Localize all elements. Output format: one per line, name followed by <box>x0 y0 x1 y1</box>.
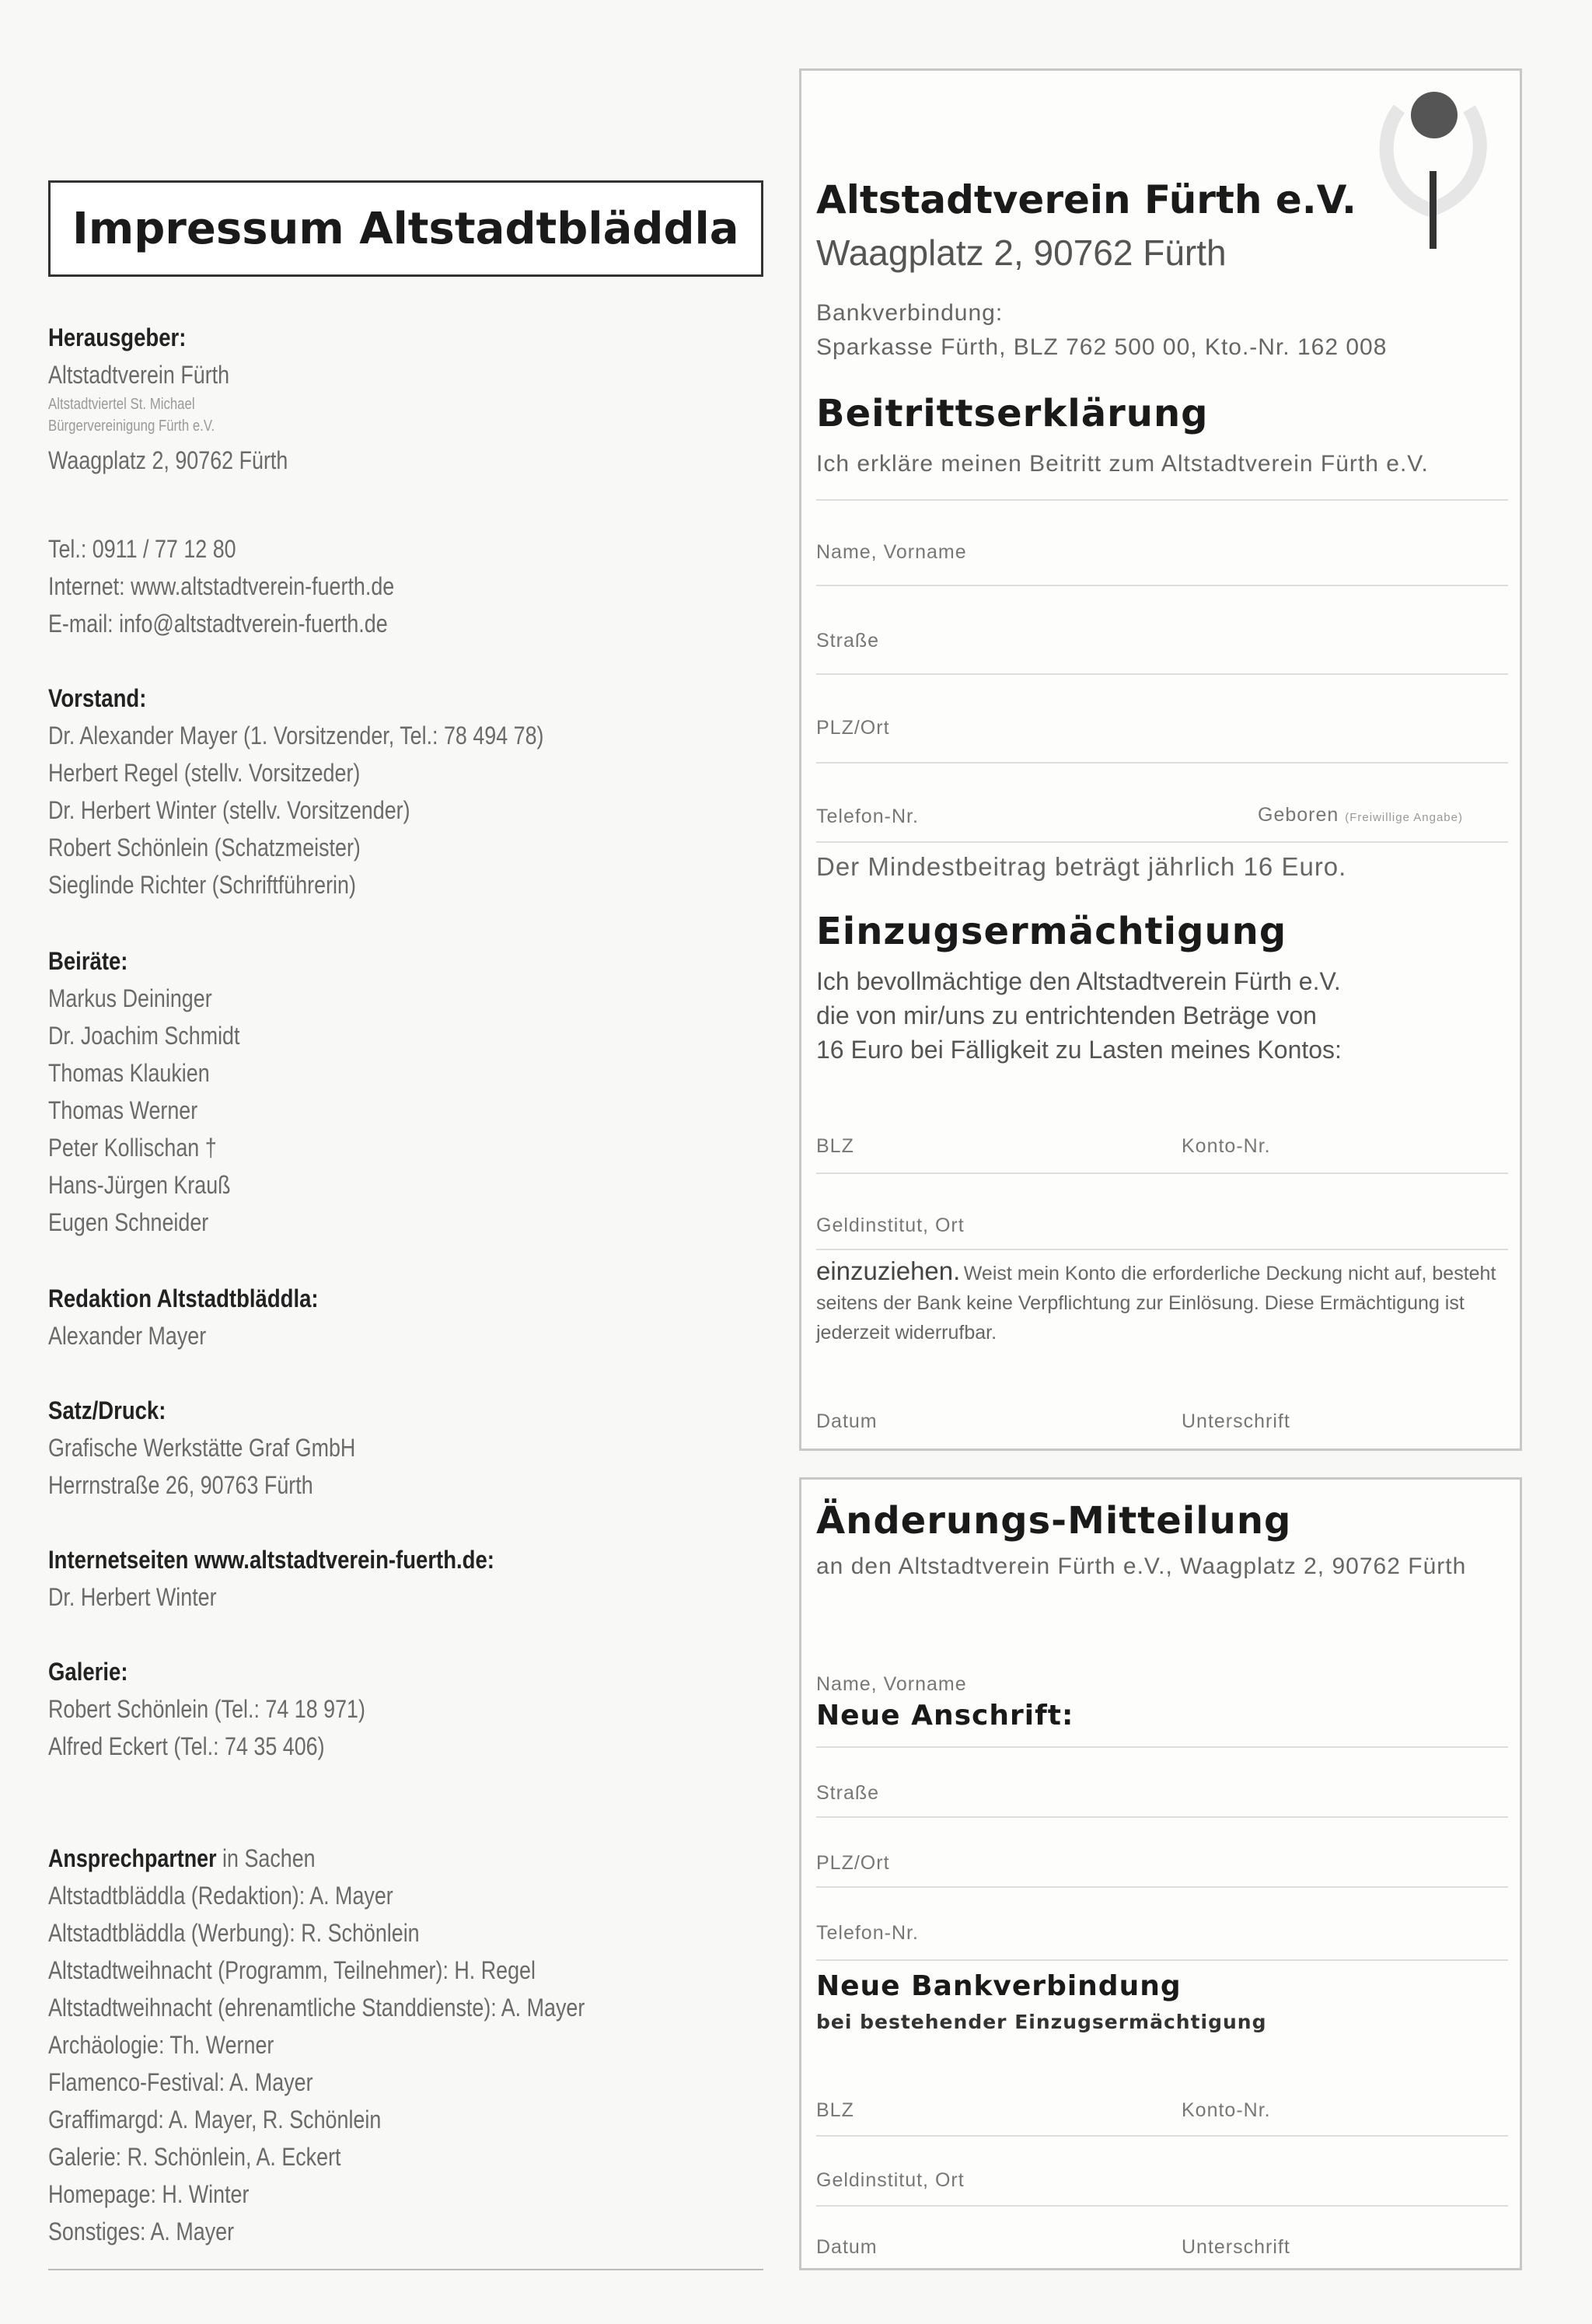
contact-tel: Tel.: 0911 / 77 12 80 <box>48 535 236 563</box>
field-datum-label: Datum <box>816 1410 878 1432</box>
field-unterschrift-label: Unterschrift <box>1182 1410 1290 1432</box>
satz-line1: Grafische Werkstätte Graf GmbH <box>48 1434 356 1462</box>
field-divider <box>816 499 1508 501</box>
bank-value: Sparkasse Fürth, BLZ 762 500 00, Kto.-Nr. 162 008 <box>816 334 1388 360</box>
beirat-item: Thomas Klaukien <box>48 1059 210 1087</box>
field-geldinstitut-label: Geldinstitut, Ort <box>816 1214 965 1236</box>
einzug-line1: Ich bevollmächtige den Altstadtverein Fürth e.V. <box>816 967 1341 995</box>
beirat-item: Markus Deininger <box>48 984 212 1012</box>
aenderung-geldinstitut-label: Geldinstitut, Ort <box>816 2169 965 2191</box>
bank-label: Bankverbindung: <box>816 300 1004 326</box>
vorstand-item: Robert Schönlein (Schatzmeister) <box>48 833 361 861</box>
ansprechpartner-item: Archäologie: Th. Werner <box>48 2031 274 2059</box>
vorstand-item: Dr. Herbert Winter (stellv. Vorsitzender) <box>48 796 410 824</box>
ansprechpartner-section <box>48 1840 771 2250</box>
satz-line2: Herrnstraße 26, 90763 Fürth <box>48 1471 313 1499</box>
plz-input-line[interactable] <box>816 762 1508 764</box>
beitritt-form-panel <box>799 68 1522 1451</box>
contact-email: E-mail: info@altstadtverein-fuerth.de <box>48 610 388 638</box>
redaktion-section <box>48 1280 771 1354</box>
aenderung-plz-label: PLZ/Ort <box>816 1852 890 1874</box>
aenderung-plz-line[interactable] <box>816 1886 1508 1888</box>
beiraete-heading: Beiräte: <box>48 947 128 975</box>
beirat-item: Eugen Schneider <box>48 1208 209 1236</box>
aenderung-strasse-label: Straße <box>816 1782 880 1804</box>
neue-anschrift-heading: Neue Anschrift: <box>816 1700 1074 1732</box>
einzug-line3: 16 Euro bei Fälligkeit zu Lasten meines Kontos: <box>816 1036 1342 1064</box>
ansprechpartner-heading-line <box>48 1840 655 1877</box>
ansprechpartner-heading: Ansprechpartner <box>48 1844 217 1872</box>
org-name: Altstadtverein Fürth e.V. <box>816 177 1357 222</box>
field-name-label: Name, Vorname <box>816 541 967 563</box>
einzug-heading: Einzugsermächtigung <box>816 910 1287 953</box>
herausgeber-sub2: Bürgervereinigung Fürth e.V. <box>48 418 215 435</box>
herausgeber-heading: Herausgeber: <box>48 323 187 351</box>
strasse-input-line[interactable] <box>816 673 1508 675</box>
mindestbeitrag-text: Der Mindestbeitrag beträgt jährlich 16 Euro. <box>816 852 1347 881</box>
galerie-item: Alfred Eckert (Tel.: 74 35 406) <box>48 1732 325 1760</box>
aenderung-strasse-line[interactable] <box>816 1816 1508 1818</box>
aenderung-name-line[interactable] <box>816 1746 1508 1748</box>
internetseiten-section <box>48 1541 771 1616</box>
internetseiten-heading: Internetseiten www.altstadtverein-fuerth.de: <box>48 1546 494 1574</box>
ansprechpartner-item: Altstadtweihnacht (Programm, Teilnehmer): H. Regel <box>48 1956 536 1984</box>
contact-internet: Internet: www.altstadtverein-fuerth.de <box>48 572 395 600</box>
contact-section <box>48 530 771 642</box>
einziehen-word: einzuziehen. <box>816 1256 961 1285</box>
telefon-input-line[interactable] <box>816 841 1508 843</box>
beirat-item: Thomas Werner <box>48 1096 198 1124</box>
herausgeber-name: Altstadtverein Fürth <box>48 361 230 389</box>
ansprechpartner-item: Altstadtbläddla (Redaktion): A. Mayer <box>48 1882 393 1910</box>
field-geboren-label <box>1258 804 1463 827</box>
vorstand-section <box>48 680 771 903</box>
galerie-item: Robert Schönlein (Tel.: 74 18 971) <box>48 1695 365 1723</box>
neue-bank-heading: Neue Bankverbindung <box>816 1970 1182 2002</box>
aenderung-telefon-label: Telefon-Nr. <box>816 1922 919 1944</box>
redaktion-value: Alexander Mayer <box>48 1322 207 1350</box>
aenderung-geldinstitut-line[interactable] <box>816 2205 1508 2207</box>
aenderung-telefon-line[interactable] <box>816 1959 1508 1961</box>
field-plz-label: PLZ/Ort <box>816 717 890 739</box>
impressum-title: Impressum Altstadtbläddla <box>48 180 763 277</box>
blz-input-line[interactable] <box>816 1172 1508 1174</box>
aenderung-datum-label: Datum <box>816 2236 878 2258</box>
ansprechpartner-item: Homepage: H. Winter <box>48 2180 250 2208</box>
herausgeber-sub1: Altstadtviertel St. Michael <box>48 396 195 413</box>
galerie-heading: Galerie: <box>48 1658 128 1686</box>
herausgeber-address: Waagplatz 2, 90762 Fürth <box>48 446 288 474</box>
beiraete-section <box>48 942 771 1241</box>
ansprechpartner-item: Altstadtbläddla (Werbung): R. Schönlein <box>48 1919 420 1947</box>
neue-bank-sub: bei bestehender Einzugsermächtigung <box>816 2011 1267 2033</box>
aenderung-blz-line[interactable] <box>816 2135 1508 2137</box>
aenderung-blz-label: BLZ <box>816 2099 854 2121</box>
aenderung-heading: Änderungs-Mitteilung <box>816 1499 1292 1543</box>
beirat-item: Dr. Joachim Schmidt <box>48 1022 240 1050</box>
geboren-text: Geboren <box>1258 804 1339 826</box>
field-strasse-label: Straße <box>816 630 880 652</box>
name-input-line[interactable] <box>816 585 1508 586</box>
geldinstitut-input-line[interactable] <box>816 1249 1508 1250</box>
field-blz-label: BLZ <box>816 1135 854 1157</box>
field-konto-label: Konto-Nr. <box>1182 1135 1271 1157</box>
aenderung-form-panel <box>799 1477 1522 2270</box>
bottom-divider <box>48 2269 763 2270</box>
einzug-fine-print <box>816 1258 1508 1349</box>
einzug-line2: die von mir/uns zu entrichtenden Beträge von <box>816 1001 1317 1029</box>
aenderung-unterschrift-label: Unterschrift <box>1182 2236 1290 2258</box>
ansprechpartner-item: Flamenco-Festival: A. Mayer <box>48 2068 313 2096</box>
redaktion-heading: Redaktion Altstadtbläddla: <box>48 1284 319 1312</box>
satz-section <box>48 1392 771 1504</box>
aenderung-name-label: Name, Vorname <box>816 1673 967 1695</box>
beitritt-text: Ich erkläre meinen Beitritt zum Altstadtverein Fürth e.V. <box>816 451 1429 477</box>
beirat-item: Peter Kollischan † <box>48 1134 217 1162</box>
ansprechpartner-item: Altstadtweihnacht (ehrenamtliche Standdienste): A. Mayer <box>48 1994 585 2022</box>
internetseiten-value: Dr. Herbert Winter <box>48 1583 217 1611</box>
ansprechpartner-item: Galerie: R. Schönlein, A. Eckert <box>48 2143 341 2171</box>
beirat-item: Hans-Jürgen Krauß <box>48 1171 231 1199</box>
vorstand-item: Sieglinde Richter (Schriftführerin) <box>48 871 356 899</box>
field-telefon-label: Telefon-Nr. <box>816 806 919 827</box>
aenderung-sub: an den Altstadtverein Fürth e.V., Waagplatz 2, 90762 Fürth <box>816 1553 1467 1579</box>
vorstand-heading: Vorstand: <box>48 684 147 712</box>
beitritt-heading: Beitrittserklärung <box>816 392 1209 435</box>
herausgeber-section <box>48 319 771 479</box>
ansprechpartner-suffix: in Sachen <box>216 1844 316 1872</box>
satz-heading: Satz/Druck: <box>48 1396 166 1424</box>
altstadtverein-logo-icon <box>1368 78 1500 257</box>
ansprechpartner-item: Graffimargd: A. Mayer, R. Schönlein <box>48 2106 382 2134</box>
einzug-fine-text: Weist mein Konto die erforderliche Deckung nicht auf, besteht seitens der Bank keine Verpflichtung zur Einlösung. Diese Ermächtigung ist jederzeit widerrufbar. <box>816 1263 1496 1344</box>
geboren-note: (Freiwillige Angabe) <box>1345 811 1463 824</box>
ansprechpartner-item: Sonstiges: A. Mayer <box>48 2217 235 2245</box>
galerie-section <box>48 1653 771 1765</box>
aenderung-konto-label: Konto-Nr. <box>1182 2099 1271 2121</box>
org-address: Waagplatz 2, 90762 Fürth <box>816 232 1227 273</box>
vorstand-item: Dr. Alexander Mayer (1. Vorsitzender, Tel.: 78 494 78) <box>48 722 544 750</box>
vorstand-item: Herbert Regel (stellv. Vorsitzeder) <box>48 759 361 787</box>
